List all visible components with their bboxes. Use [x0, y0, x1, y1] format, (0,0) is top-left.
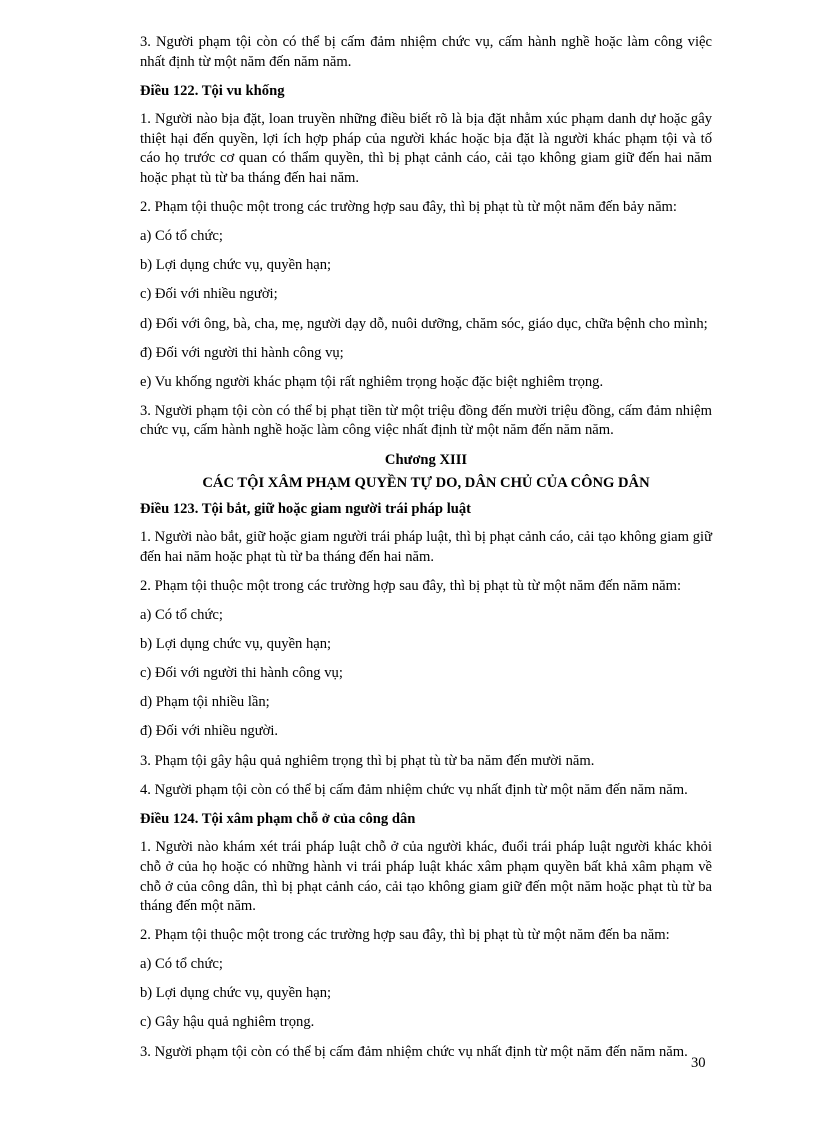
list-item: b) Lợi dụng chức vụ, quyền hạn;: [140, 985, 332, 1002]
list-item: đ) Đối với nhiều người.: [140, 723, 279, 740]
clause-text: 1. Người nào bịa đặt, loan truyền những điều biết rõ là bịa đặt nhằm xúc phạm danh dự hoặc gây thiệt hại đến quyền, lợi ích hợp pháp của người khác hoặc bịa đặt là người khác phạm tội và tố cáo họ trước cơ quan có thẩm quyền, thì bị phạt cảnh cáo, cải tạo không giam giữ đến hai năm hoặc phạt tù từ ba tháng đến hai năm.: [140, 111, 712, 187]
article-122-heading: Điều 122. Tội vu khống: [140, 82, 285, 99]
chapter-label: Chương XIII: [384, 451, 468, 468]
article-123-heading: Điều 123. Tội bắt, giữ hoặc giam người trái pháp luật: [140, 500, 472, 517]
clause-text: 2. Phạm tội thuộc một trong các trường hợp sau đây, thì bị phạt tù từ một năm đến bảy năm:: [140, 199, 677, 216]
list-item: a) Có tổ chức;: [140, 956, 223, 973]
page-number: 30: [691, 1055, 706, 1071]
list-item: e) Vu khống người khác phạm tội rất nghiêm trọng hoặc đặc biệt nghiêm trọng.: [140, 373, 604, 390]
clause-text: 4. Người phạm tội còn có thể bị cấm đảm nhiệm chức vụ nhất định từ một năm đến năm năm.: [140, 781, 688, 798]
list-item: đ) Đối với người thi hành công vụ;: [140, 344, 344, 361]
list-item: d) Đối với ông, bà, cha, mẹ, người dạy dỗ, nuôi dưỡng, chăm sóc, giáo dục, chữa bệnh cho mình;: [140, 315, 708, 332]
document-page: [140, 33, 712, 1072]
clause-text: 3. Người phạm tội còn có thể bị cấm đảm nhiệm chức vụ, cấm hành nghề hoặc làm công việc nhất định từ một năm đến năm năm.: [140, 34, 712, 70]
list-item: b) Lợi dụng chức vụ, quyền hạn;: [140, 636, 332, 653]
clause-text: 1. Người nào khám xét trái pháp luật chỗ ở của người khác, đuổi trái pháp luật người khác khỏi chỗ ở của họ hoặc có những hành vi trái pháp luật khác xâm phạm quyền bất khả xâm phạm về chỗ ở của công dân, thì bị phạt cảnh cáo, cải tạo không giam giữ đến một năm hoặc phạt tù từ ba tháng đến một năm.: [140, 839, 712, 915]
clause-text: 1. Người nào bắt, giữ hoặc giam người trái pháp luật, thì bị phạt cảnh cáo, cải tạo không giam giữ đến hai năm hoặc phạt tù từ ba tháng đến hai năm.: [140, 529, 712, 565]
list-item: c) Đối với người thi hành công vụ;: [140, 665, 343, 682]
list-item: a) Có tổ chức;: [140, 607, 223, 624]
clause-text: 3. Phạm tội gây hậu quả nghiêm trọng thì bị phạt tù từ ba năm đến mười năm.: [140, 752, 595, 769]
article-124-heading: Điều 124. Tội xâm phạm chỗ ở của công dân: [140, 810, 416, 827]
list-item: b) Lợi dụng chức vụ, quyền hạn;: [140, 257, 332, 274]
clause-text: 2. Phạm tội thuộc một trong các trường hợp sau đây, thì bị phạt tù từ một năm đến ba năm:: [140, 927, 670, 944]
list-item: a) Có tổ chức;: [140, 228, 223, 245]
clause-text: 2. Phạm tội thuộc một trong các trường hợp sau đây, thì bị phạt tù từ một năm đến năm năm:: [140, 577, 682, 594]
chapter-title: CÁC TỘI XÂM PHẠM QUYỀN TỰ DO, DÂN CHỦ CỦA CÔNG DÂN: [202, 475, 650, 492]
list-item: d) Phạm tội nhiều lần;: [140, 694, 270, 711]
clause-text: 3. Người phạm tội còn có thể bị cấm đảm nhiệm chức vụ nhất định từ một năm đến năm năm.: [140, 1043, 688, 1060]
list-item: c) Gây hậu quả nghiêm trọng.: [140, 1014, 315, 1031]
clause-text: 3. Người phạm tội còn có thể bị phạt tiền từ một triệu đồng đến mười triệu đồng, cấm đảm nhiệm chức vụ, cấm hành nghề hoặc làm công việc nhất định từ một năm đến năm năm.: [140, 402, 712, 439]
list-item: c) Đối với nhiều người;: [140, 286, 278, 303]
